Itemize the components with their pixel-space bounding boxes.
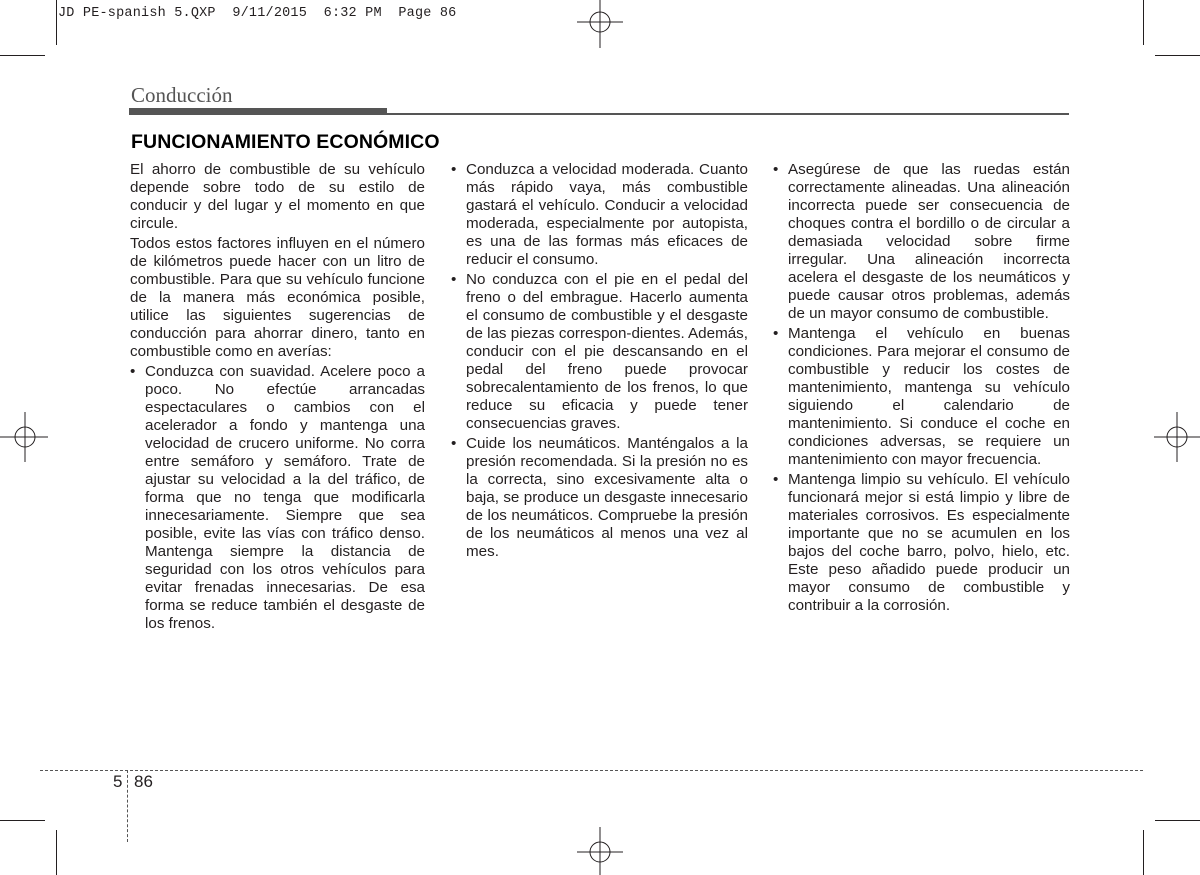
section-title: Conducción — [131, 83, 233, 107]
list-item — [451, 271, 748, 433]
bullet-list — [773, 161, 1070, 615]
header-rule — [387, 113, 1069, 115]
crop-mark-top-right-v — [1143, 0, 1144, 45]
list-item — [773, 161, 1070, 323]
list-item — [130, 363, 425, 633]
crop-mark-bottom-left-v — [56, 830, 57, 875]
page-number: 86 — [134, 772, 153, 791]
list-item-text: Asegúrese de que las ruedas están correctamente alineadas. Una alineación incorrecta puede ser consecuencia de choques contra el bordillo o de circular a demasiada velocidad sobre firme irregular. Una alineación incorrecta acelera el desgaste de los neumáticos y puede causar otros problemas, además de un mayor consumo de combustible. — [788, 161, 1070, 322]
bullet: • — [773, 161, 779, 178]
header-bar — [129, 108, 387, 115]
crop-mark-top-left-h — [0, 55, 45, 56]
list-item-text: No conduzca con el pie en el pedal del freno o del embrague. Hacerlo aumenta el consumo de combustible y el desgaste de las piezas correspon-dientes. Además, conducir con el pie descansando en el pedal del freno puede provocar sobrecalentamiento de los frenos, lo que reduce su eficacia y puede tener consecuencias graves. — [466, 271, 748, 432]
footer-rule — [40, 770, 1143, 771]
print-slug: JD PE-spanish 5.QXP 9/11/2015 6:32 PM Page 86 — [58, 6, 457, 21]
text-column-3 — [773, 161, 1070, 617]
crop-mark-top-left-v — [56, 0, 57, 45]
registration-mark-right — [1152, 412, 1200, 462]
crop-mark-bottom-right-v — [1143, 830, 1144, 875]
registration-mark-bottom — [575, 825, 625, 875]
paragraph: El ahorro de combustible de su vehículo depende sobre todo de su estilo de conducir y del lugar y el momento en que circule. — [130, 161, 425, 232]
list-item — [773, 471, 1070, 615]
bullet: • — [773, 471, 779, 488]
list-item — [451, 435, 748, 561]
list-item-text: Mantenga el vehículo en buenas condiciones. Para mejorar el consumo de combustible y reducir los costes de mantenimiento, mantenga su vehículo siguiendo el calendario de mantenimiento. Si conduce el coche en condiciones adversas, se requiere un mantenimiento con mayor frecuencia. — [788, 325, 1070, 468]
bullet: • — [130, 363, 136, 380]
crop-mark-bottom-left-h — [0, 820, 45, 821]
text-column-1 — [130, 161, 425, 635]
text-column-2 — [451, 161, 748, 563]
registration-mark-left — [0, 412, 50, 462]
bullet: • — [451, 271, 457, 288]
list-item — [451, 161, 748, 269]
footer-divider — [127, 770, 128, 842]
bullet: • — [451, 435, 457, 452]
bullet: • — [773, 325, 779, 342]
list-item-text: Conduzca con suavidad. Acelere poco a poco. No efectúe arrancadas espectaculares o cambios con el acelerador a fondo y mantenga una velocidad de crucero uniforme. No corra entre semáforo y semáforo. Trate de ajustar su velocidad a la del tráfico, de forma que no tenga que modificarla innecesariamente. Siempre que sea posible, evite las vías con tráfico denso. Mantenga siempre la distancia de seguridad con los otros vehículos para evitar frenadas innecesarias. De esa forma se reduce también el desgaste de los frenos. — [145, 363, 425, 632]
list-item-text: Conduzca a velocidad moderada. Cuanto más rápido vaya, más combustible gastará el vehículo. Conducir a velocidad moderada, especialmente por autopista, es una de las formas más eficaces de reducir el consumo. — [466, 161, 748, 268]
list-item-text: Cuide los neumáticos. Manténgalos a la presión recomendada. Si la presión no es la correcta, sino excesivamente alta o baja, se produce un desgaste innecesario de los neumáticos. Compruebe la presión de los neumáticos al menos una vez al mes. — [466, 435, 748, 560]
list-item-text: Mantenga limpio su vehículo. El vehículo funcionará mejor si está limpio y libre de materiales corrosivos. Es especialmente importante que no se acumulen en los bajos del coche barro, polvo, hielo, etc. Este peso añadido puede producir un mayor consumo de combustible y contribuir a la corrosión. — [788, 471, 1070, 614]
bullet-list — [451, 161, 748, 561]
crop-mark-bottom-right-h — [1155, 820, 1200, 821]
crop-mark-top-right-h — [1155, 55, 1200, 56]
registration-mark-top — [575, 0, 625, 50]
paragraph: Todos estos factores influyen en el número de kilómetros puede hacer con un litro de combustible. Para que su vehículo funcione de la manera más económica posible, utilice las siguientes sugerencias de conducción para ahorrar dinero, tanto en combustible como en averías: — [130, 235, 425, 360]
bullet-list — [130, 363, 425, 633]
chapter-number: 5 — [113, 772, 123, 791]
bullet: • — [451, 161, 457, 178]
list-item — [773, 325, 1070, 469]
page-heading: FUNCIONAMIENTO ECONÓMICO — [131, 131, 440, 153]
